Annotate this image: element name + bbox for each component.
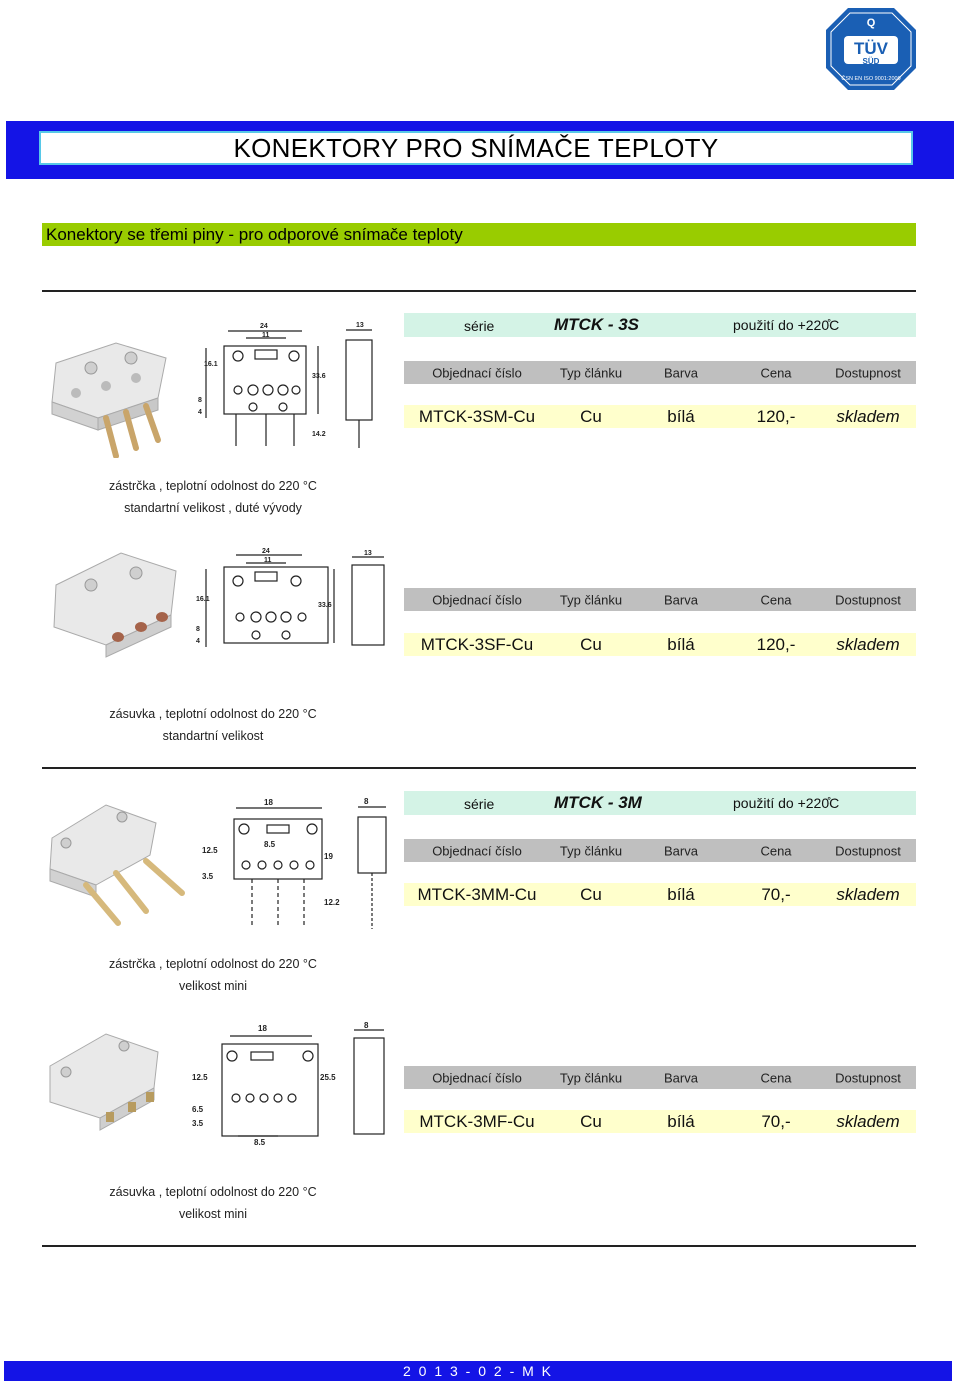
order-number: MTCK-3MF-Cu [419,1111,535,1131]
svg-text:TÜV: TÜV [854,39,888,58]
dimension-label: 16.1 [204,361,218,368]
dimension-label: 33.6 [318,602,332,609]
technical-drawing [206,555,384,647]
table-header [404,361,916,384]
dimension-label: 13 [364,550,372,557]
connector-photo [54,553,176,657]
item-color: bílá [667,406,695,426]
item-color: bílá [667,884,695,904]
description-line: velikost mini [178,979,248,993]
table-row [404,1110,916,1133]
col-availability: Dostupnost [835,843,901,858]
col-color: Barva [664,843,698,858]
col-availability: Dostupnost [835,1070,901,1085]
dimension-label: 13 [356,322,364,329]
dimension-label: 8 [198,397,202,404]
table-header [404,588,916,611]
divider [42,767,916,769]
col-type: Typ článku [559,843,623,858]
item-type: Cu [580,406,602,426]
svg-text:Q: Q [866,17,876,29]
dimension-label: 11 [262,332,270,339]
col-price: Cena [760,843,792,858]
divider [42,290,916,292]
col-type: Typ článku [559,592,623,607]
svg-text:ČSN EN ISO 9001:2009: ČSN EN ISO 9001:2009 [841,76,901,82]
table-row [404,405,916,428]
dimension-label: 3.5 [192,1119,204,1128]
dimension-label: 4 [198,409,202,416]
product-description [98,1181,328,1225]
item-color: bílá [667,1111,695,1131]
page-title: KONEKTORY PRO SNÍMAČE TEPLOTY [233,132,719,163]
col-type: Typ článku [559,365,623,380]
product-description [98,475,328,519]
col-order-number: Objednací číslo [432,843,522,858]
col-price: Cena [760,1070,792,1085]
dimension-label: 19 [324,852,333,861]
col-order-number: Objednací číslo [432,592,522,607]
col-price: Cena [760,365,792,380]
item-availability: skladem [836,884,900,904]
section-subtitle: Konektory se třemi piny - pro odporové snímače teploty [46,224,463,244]
item-price: 70,- [761,884,791,904]
technical-drawing [206,330,372,448]
dimension-label: 3.5 [202,872,214,881]
title-box [39,131,913,165]
col-order-number: Objednací číslo [432,365,522,380]
order-number: MTCK-3SF-Cu [420,634,534,654]
item-type: Cu [580,884,602,904]
series-name: MTCK - 3M [554,793,642,812]
item-type: Cu [580,1111,602,1131]
item-price: 70,- [761,1111,791,1131]
product-image-mtck-3sm [46,318,396,458]
series-usage: použití do +220̊C [733,317,840,333]
dimension-label: 14.2 [312,431,326,438]
dimension-label: 11 [264,557,272,564]
tuv-sud-logo [826,8,916,90]
connector-photo [50,1034,158,1130]
dimension-label: 4 [196,638,200,645]
description-line: velikost mini [178,1207,248,1221]
dimension-label: 24 [262,548,270,555]
col-price: Cena [760,592,792,607]
series-label: série [464,318,495,334]
item-availability: skladem [836,406,900,426]
connector-photo [52,343,166,456]
col-availability: Dostupnost [835,365,901,380]
product-image-mtck-3sf [46,545,396,665]
svg-text:SÜD: SÜD [862,57,880,66]
item-availability: skladem [836,1111,900,1131]
product-image-mtck-3mm [46,793,396,933]
item-availability: skladem [836,634,900,654]
technical-drawing [234,807,386,929]
col-order-number: Objednací číslo [432,1070,522,1085]
col-color: Barva [664,1070,698,1085]
series-name: MTCK - 3S [554,315,639,334]
col-availability: Dostupnost [835,592,901,607]
series-label: série [464,796,495,812]
dimension-label: 18 [258,1024,267,1033]
series-row-3s [404,313,916,337]
item-type: Cu [580,634,602,654]
table-header [404,1066,916,1089]
dimension-label: 25.5 [320,1073,336,1082]
table-row [404,883,916,906]
item-color: bílá [667,634,695,654]
dimension-label: 8 [364,1021,369,1030]
col-color: Barva [664,592,698,607]
dimension-label: 12.5 [202,846,218,855]
product-description [98,953,328,997]
footer-bar [4,1361,952,1381]
dimension-label: 12.2 [324,898,340,907]
description-line: zásuvka , teplotní odolnost do 220 °C [109,707,317,721]
product-description [98,703,328,747]
item-price: 120,- [756,634,796,654]
item-price: 120,- [756,406,796,426]
table-header [404,839,916,862]
technical-drawing [222,1030,384,1136]
description-line: zástrčka , teplotní odolnost do 220 °C [109,479,317,493]
description-line: standartní velikost [162,729,264,743]
order-number: MTCK-3MM-Cu [417,884,537,904]
table-row [404,633,916,656]
description-line: standartní velikost , duté vývody [124,501,302,515]
dimension-label: 8 [196,626,200,633]
dimension-label: 8 [364,797,369,806]
order-number: MTCK-3SM-Cu [418,406,536,426]
dimension-label: 24 [260,323,268,330]
divider [42,1245,916,1247]
connector-photo [50,805,182,923]
dimension-label: 12.5 [192,1073,208,1082]
footer-code: 2 0 1 3 - 0 2 - M K [402,1363,554,1379]
dimension-label: 16.1 [196,596,210,603]
dimension-label: 8.5 [264,840,276,849]
description-line: zástrčka , teplotní odolnost do 220 °C [109,957,317,971]
dimension-label: 8.5 [254,1138,266,1147]
product-image-mtck-3mf [46,1018,396,1148]
dimension-label: 18 [264,798,273,807]
dimension-label: 33.6 [312,373,326,380]
col-type: Typ článku [559,1070,623,1085]
series-usage: použití do +220̊C [733,795,840,811]
description-line: zásuvka , teplotní odolnost do 220 °C [109,1185,317,1199]
series-row-3m [404,791,916,815]
col-color: Barva [664,365,698,380]
subtitle-bar [42,223,916,246]
dimension-label: 6.5 [192,1105,204,1114]
